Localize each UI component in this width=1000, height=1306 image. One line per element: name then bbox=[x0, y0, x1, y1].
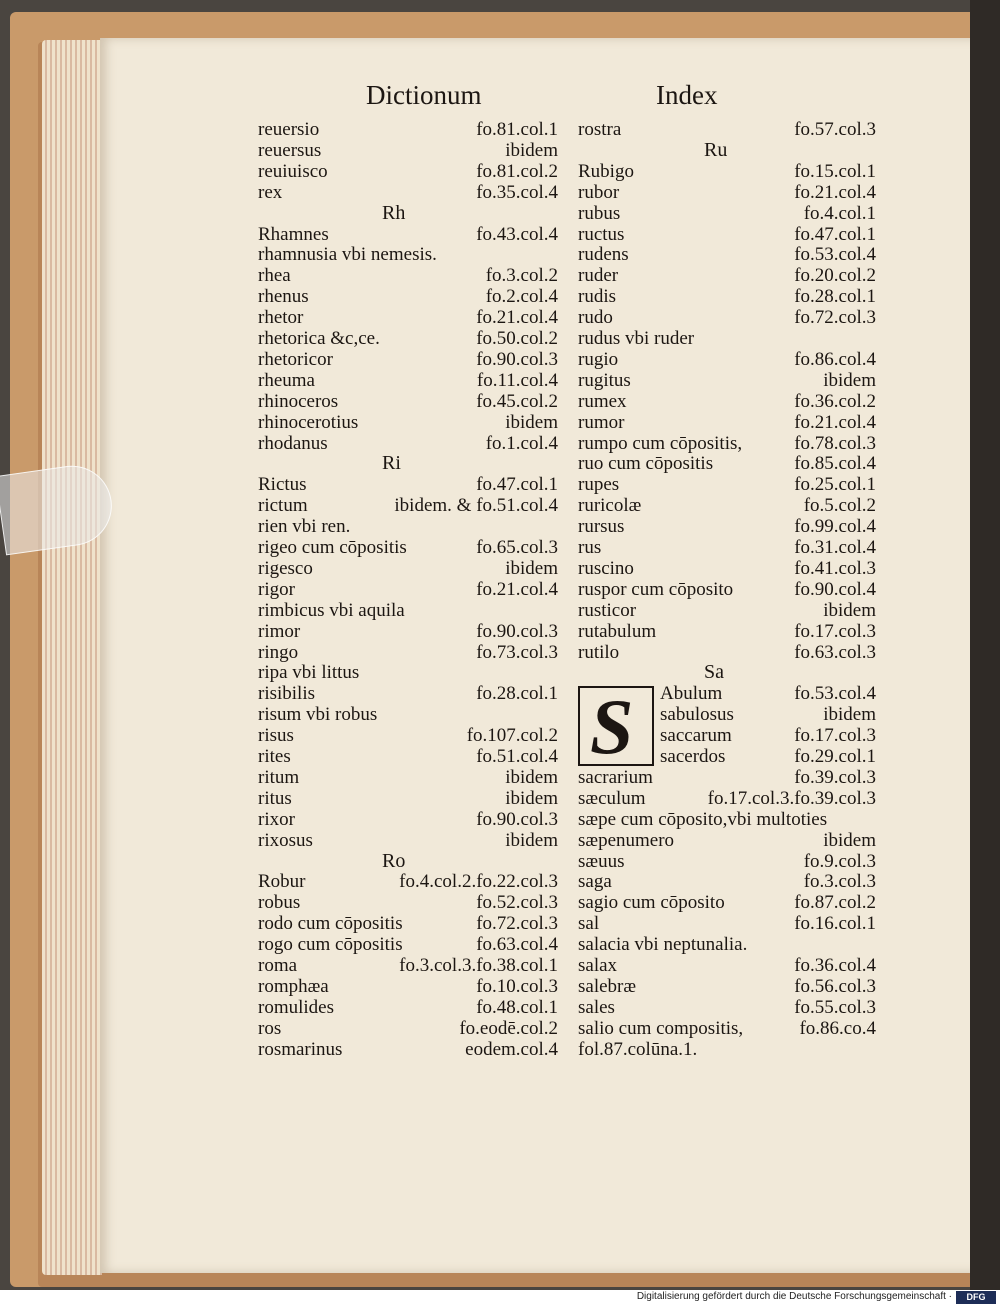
index-term: Rhamnes bbox=[258, 223, 329, 245]
index-term: rudens bbox=[578, 244, 629, 266]
section-heading: Ri bbox=[382, 452, 401, 475]
index-term: sæuus bbox=[578, 850, 625, 872]
index-reference: fo.73.col.3 bbox=[476, 641, 558, 663]
index-term: sales bbox=[578, 996, 615, 1018]
page-edges bbox=[42, 40, 102, 1275]
index-term: sæpenumero bbox=[578, 829, 675, 851]
index-term: ringo bbox=[258, 641, 299, 663]
index-term: ripa vbi littus bbox=[258, 662, 360, 684]
index-term: rugitus bbox=[578, 369, 631, 391]
index-reference: fo.28.col.1 bbox=[476, 683, 558, 705]
index-term: rugio bbox=[578, 348, 619, 370]
index-reference: fo.11.col.4 bbox=[476, 369, 558, 391]
index-reference: fo.53.col.4 bbox=[794, 244, 876, 266]
index-term: robus bbox=[258, 892, 301, 914]
index-term: salacia vbi neptunalia. bbox=[578, 934, 748, 956]
index-term: rusticor bbox=[578, 599, 637, 621]
index-term: ructus bbox=[578, 223, 625, 245]
index-reference: fo.45.col.2 bbox=[476, 390, 558, 412]
index-reference: fo.41.col.3 bbox=[794, 557, 876, 579]
index-reference: fo.78.col.3 bbox=[794, 432, 876, 454]
index-term: rictum bbox=[258, 495, 308, 517]
index-term: sabulosus bbox=[660, 704, 734, 726]
index-term: rudo bbox=[578, 307, 613, 329]
index-reference: fo.51.col.4 bbox=[476, 746, 558, 767]
index-reference: fo.21.col.4 bbox=[794, 411, 876, 433]
index-term: rex bbox=[258, 181, 283, 203]
index-reference: ibidem. & fo.51.col.4 bbox=[394, 495, 558, 517]
index-reference: fo.57.col.3 bbox=[794, 119, 876, 140]
index-term: reuersus bbox=[258, 139, 322, 161]
index-term: rhamnusia vbi nemesis. bbox=[258, 244, 437, 266]
index-term: rus bbox=[578, 537, 602, 558]
index-term: rien vbi ren. bbox=[258, 516, 351, 538]
index-reference: fo.10.col.3 bbox=[476, 975, 558, 997]
index-term: rigeo cum cōpositis bbox=[258, 537, 407, 558]
index-term: rumex bbox=[578, 390, 627, 412]
index-reference: ibidem bbox=[505, 787, 558, 809]
index-term: reuersio bbox=[258, 119, 320, 140]
header-left: Dictionum bbox=[366, 80, 482, 110]
index-term: rumor bbox=[578, 411, 625, 433]
index-term: rutilo bbox=[578, 641, 620, 663]
index-term: sacrarium bbox=[578, 766, 653, 788]
index-reference: fo.20.col.2 bbox=[794, 265, 876, 287]
index-reference: fo.eodē.col.2 bbox=[459, 1017, 558, 1039]
index-reference: fo.52.col.3 bbox=[476, 892, 558, 914]
index-term: saga bbox=[578, 871, 612, 893]
index-reference: fo.86.co.4 bbox=[799, 1017, 876, 1039]
index-reference: fo.107.col.2 bbox=[466, 725, 558, 747]
index-term: sacerdos bbox=[660, 746, 726, 767]
index-reference: fo.31.col.4 bbox=[794, 537, 876, 558]
index-reference: ibidem bbox=[823, 704, 876, 726]
index-term: rheuma bbox=[258, 369, 315, 391]
index-reference: ibidem bbox=[505, 829, 558, 851]
index-reference: fo.56.col.3 bbox=[794, 975, 876, 997]
index-reference: fo.55.col.3 bbox=[794, 996, 876, 1018]
index-reference: fo.43.col.4 bbox=[476, 223, 558, 245]
index-reference: fo.3.col.3 bbox=[803, 871, 876, 893]
index-reference: fo.15.col.1 bbox=[794, 160, 876, 182]
section-heading: Sa bbox=[704, 661, 724, 684]
index-term: rhinoceros bbox=[258, 390, 339, 412]
index-reference: fo.81.col.2 bbox=[476, 160, 558, 182]
index-term: rosmarinus bbox=[258, 1038, 343, 1060]
index-term: rudus vbi ruder bbox=[578, 328, 695, 349]
index-term: sæculum bbox=[578, 787, 646, 809]
index-term: roma bbox=[258, 955, 298, 976]
index-reference: ibidem bbox=[823, 599, 876, 621]
footer-bar bbox=[0, 1290, 1000, 1306]
index-term: rodo cum cōpositis bbox=[258, 913, 403, 935]
index-term: rubus bbox=[578, 202, 621, 224]
index-term: risibilis bbox=[258, 683, 316, 705]
index-term: risus bbox=[258, 725, 294, 747]
index-term: rupes bbox=[578, 474, 620, 496]
index-term: rimbicus vbi aquila bbox=[258, 599, 405, 621]
index-term: rhetorica &c,ce. bbox=[258, 328, 380, 349]
index-reference: fo.85.col.4 bbox=[794, 453, 876, 475]
index-reference: fo.21.col.4 bbox=[476, 307, 558, 329]
index-reference: fo.3.col.2 bbox=[485, 265, 558, 287]
index-reference: fo.36.col.4 bbox=[794, 955, 876, 976]
index-term: ruo cum cōpositis bbox=[578, 453, 714, 475]
index-reference: fo.48.col.1 bbox=[476, 996, 558, 1018]
index-term: salebræ bbox=[578, 975, 637, 997]
index-reference: fo.21.col.4 bbox=[476, 578, 558, 600]
index-term: saccarum bbox=[660, 725, 732, 747]
index-reference: fo.39.col.3 bbox=[794, 766, 876, 788]
index-reference: fo.90.col.4 bbox=[794, 578, 876, 600]
index-reference: fo.63.col.4 bbox=[476, 934, 558, 956]
index-reference: fo.90.col.3 bbox=[476, 620, 558, 642]
section-heading: Rh bbox=[382, 201, 406, 224]
index-term: rostra bbox=[578, 119, 622, 140]
header-right: Index bbox=[656, 80, 718, 110]
index-term: rudis bbox=[578, 286, 616, 308]
index-term: romulides bbox=[258, 996, 334, 1018]
index-reference: ibidem bbox=[823, 369, 876, 391]
index-term: rigesco bbox=[258, 557, 313, 579]
index-reference: fo.53.col.4 bbox=[794, 683, 876, 705]
dfg-logo: DFG bbox=[956, 1291, 996, 1304]
index-term: rursus bbox=[578, 516, 625, 538]
index-term: ruder bbox=[578, 265, 619, 287]
index-term: salax bbox=[578, 955, 618, 976]
index-term: Abulum bbox=[660, 683, 723, 705]
index-reference: fo.4.col.2.fo.22.col.3 bbox=[399, 871, 558, 893]
index-term: ruricolæ bbox=[578, 495, 642, 517]
index-reference: ibidem bbox=[505, 557, 558, 579]
index-term: salio cum compositis, bbox=[578, 1017, 744, 1039]
index-term: ritum bbox=[258, 766, 300, 788]
index-term: rhea bbox=[258, 265, 291, 287]
index-reference: fo.9.col.3 bbox=[803, 850, 876, 872]
index-term: rubor bbox=[578, 181, 620, 203]
index-reference: fo.28.col.1 bbox=[794, 286, 876, 308]
index-reference: fo.1.col.4 bbox=[485, 432, 558, 454]
index-term: romphæa bbox=[258, 975, 329, 997]
index-term: ritus bbox=[258, 787, 292, 809]
index-reference: fo.4.col.1 bbox=[803, 202, 876, 224]
index-reference: fo.47.col.1 bbox=[476, 474, 558, 496]
index-reference: fo.5.col.2 bbox=[803, 495, 876, 517]
index-reference: ibidem bbox=[505, 139, 558, 161]
index-reference: fo.25.col.1 bbox=[794, 474, 876, 496]
index-reference: eodem.col.4 bbox=[465, 1038, 558, 1060]
index-term: reuiuisco bbox=[258, 160, 328, 182]
index-term: Robur bbox=[258, 871, 306, 893]
index-term: rhenus bbox=[258, 286, 309, 308]
index-reference: fo.63.col.3 bbox=[794, 641, 876, 663]
index-reference: fo.90.col.3 bbox=[476, 348, 558, 370]
index-reference: fo.99.col.4 bbox=[794, 516, 876, 538]
index-reference: fo.36.col.2 bbox=[794, 390, 876, 412]
index-term: rogo cum cōpositis bbox=[258, 934, 403, 956]
index-reference: fo.50.col.2 bbox=[476, 328, 558, 349]
section-heading: Ro bbox=[382, 849, 406, 872]
index-term: sagio cum cōposito bbox=[578, 892, 725, 914]
index-reference: fo.21.col.4 bbox=[794, 181, 876, 203]
index-term: rixosus bbox=[258, 829, 313, 851]
footer-text: Digitalisierung gefördert durch die Deutsche Forschungsgemeinschaft · bbox=[636, 1291, 952, 1302]
index-term: rhetor bbox=[258, 307, 304, 329]
index-reference: ibidem bbox=[505, 766, 558, 788]
index-term: rhodanus bbox=[258, 432, 328, 454]
index-term: ros bbox=[258, 1017, 282, 1039]
index-reference: fo.87.col.2 bbox=[794, 892, 876, 914]
index-term: rimor bbox=[258, 620, 301, 642]
index-term: rhinocerotius bbox=[258, 411, 359, 433]
index-term: rigor bbox=[258, 578, 295, 600]
index-term: rixor bbox=[258, 808, 295, 830]
index-reference: fo.29.col.1 bbox=[794, 746, 876, 767]
index-term: rhetoricor bbox=[258, 348, 333, 370]
index-reference: fo.3.col.3.fo.38.col.1 bbox=[399, 955, 558, 976]
index-term: ruspor cum cōposito bbox=[578, 578, 734, 600]
index-reference: fo.72.col.3 bbox=[476, 913, 558, 935]
section-heading: Ru bbox=[704, 138, 728, 161]
index-reference: fo.90.col.3 bbox=[476, 808, 558, 830]
index-term: sæpe cum cōposito,vbi multoties bbox=[578, 808, 828, 830]
index-reference: fo.65.col.3 bbox=[476, 537, 558, 558]
index-term: rutabulum bbox=[578, 620, 657, 642]
index-reference: fo.35.col.4 bbox=[476, 181, 558, 203]
index-term: risum vbi robus bbox=[258, 704, 378, 726]
index-term: Rictus bbox=[258, 474, 307, 496]
index-reference: ibidem bbox=[505, 411, 558, 433]
spine-shadow bbox=[970, 0, 1000, 1290]
index-reference: fo.17.col.3 bbox=[794, 725, 876, 747]
index-reference: fo.17.col.3.fo.39.col.3 bbox=[707, 787, 876, 809]
index-reference: fo.16.col.1 bbox=[794, 913, 876, 935]
index-reference: fo.2.col.4 bbox=[485, 286, 558, 308]
index-term: rumpo cum cōpositis, bbox=[578, 432, 743, 454]
decorated-initial bbox=[578, 683, 654, 770]
index-term: Rubigo bbox=[578, 160, 634, 182]
index-reference: fo.86.col.4 bbox=[794, 348, 876, 370]
initial-letter: S bbox=[590, 683, 634, 770]
index-term: sal bbox=[578, 913, 600, 935]
index-reference: fol.87.colūna.1. bbox=[578, 1038, 698, 1060]
index-reference: fo.47.col.1 bbox=[794, 223, 876, 245]
index-term: ruscino bbox=[578, 557, 634, 579]
index-reference: ibidem bbox=[823, 829, 876, 851]
index-reference: fo.81.col.1 bbox=[476, 119, 558, 140]
index-term: rites bbox=[258, 746, 291, 767]
index-reference: fo.17.col.3 bbox=[794, 620, 876, 642]
index-reference: fo.72.col.3 bbox=[794, 307, 876, 329]
